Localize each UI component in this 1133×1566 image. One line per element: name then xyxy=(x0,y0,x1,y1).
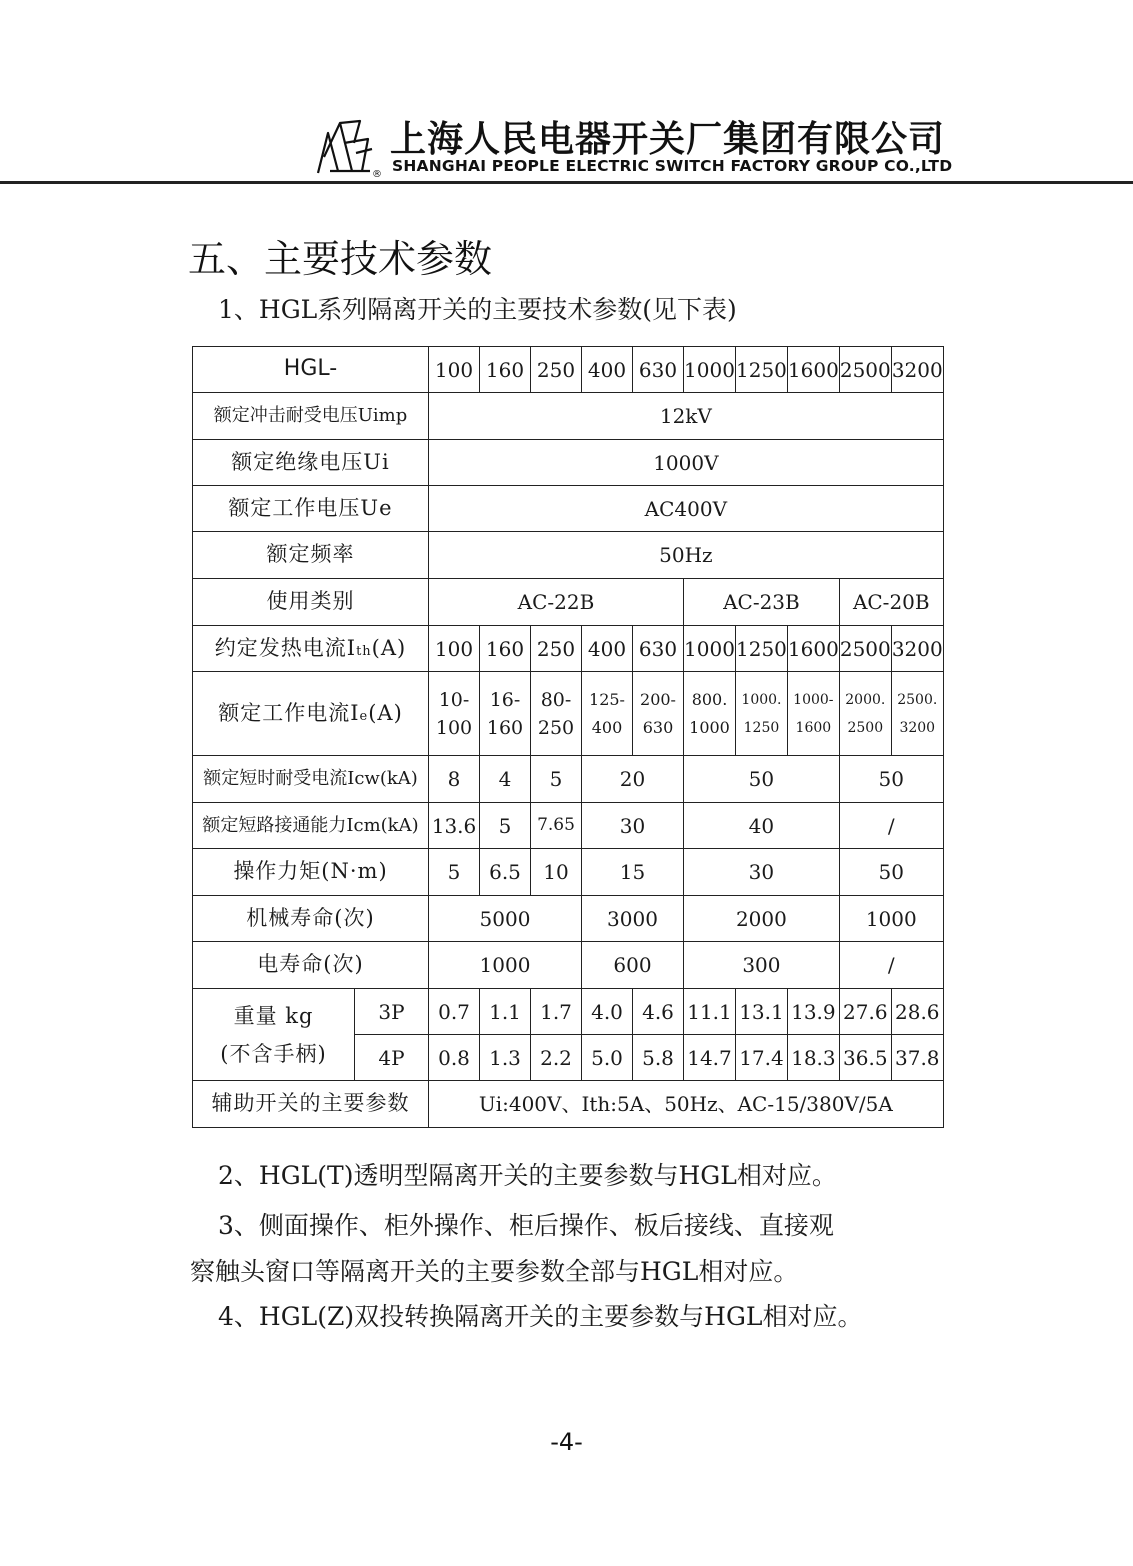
row-making-capacity xyxy=(193,803,944,849)
value-cell: 30 xyxy=(582,803,684,849)
range-bottom: 250 xyxy=(537,716,575,739)
pole-label: 3P xyxy=(355,989,429,1035)
value-cell: 1.1 xyxy=(480,989,531,1035)
row-label xyxy=(193,989,355,1081)
value-cell: 400 xyxy=(582,626,633,672)
range-top: 125- xyxy=(589,689,625,709)
label-main: 额定工作电流I xyxy=(218,700,360,725)
model-cell: 400 xyxy=(582,347,633,393)
label-unit: (A) xyxy=(368,700,403,725)
page-number: -4- xyxy=(550,1428,583,1456)
value-cell: 1600 xyxy=(787,626,839,672)
value-cell: / xyxy=(839,942,943,989)
range-bottom: 1000 xyxy=(689,717,730,737)
range-top: 2500. xyxy=(897,691,938,708)
page-header xyxy=(310,105,1000,180)
value-cell: 50 xyxy=(839,849,943,896)
row-auxiliary xyxy=(193,1081,944,1128)
section-title: 五、主要技术参数 xyxy=(188,237,493,281)
value-cell: 50 xyxy=(839,756,943,803)
value-cell: 50Hz xyxy=(429,532,944,579)
value-cell: 27.6 xyxy=(839,989,891,1035)
value-cell: 5.8 xyxy=(633,1035,684,1081)
range-top: 200- xyxy=(640,689,676,709)
value-cell: 3000 xyxy=(582,896,684,942)
value-cell xyxy=(839,672,891,756)
company-name-cn: 上海人民电器开关厂集团有限公司 xyxy=(390,119,946,160)
row-torque xyxy=(193,849,944,896)
value-cell: / xyxy=(839,803,943,849)
model-cell: 630 xyxy=(633,347,684,393)
model-cell: 250 xyxy=(531,347,582,393)
value-cell: 5000 xyxy=(429,896,582,942)
value-cell: 250 xyxy=(531,626,582,672)
value-cell: 10 xyxy=(531,849,582,896)
row-label: 额定工作电压Ue xyxy=(193,486,429,532)
range-bottom: 2500 xyxy=(847,719,884,736)
value-cell: 20 xyxy=(582,756,684,803)
value-cell: 13.6 xyxy=(429,803,480,849)
value-cell: 2500 xyxy=(839,626,891,672)
range-bottom: 1250 xyxy=(743,719,780,736)
value-cell: 0.7 xyxy=(429,989,480,1035)
row-working-current xyxy=(193,672,944,756)
value-cell: 15 xyxy=(582,849,684,896)
value-cell: 5 xyxy=(480,803,531,849)
row-label: 额定频率 xyxy=(193,532,429,579)
row-rated-insulation xyxy=(193,440,944,486)
intro-paragraph: 1、HGL系列隔离开关的主要技术参数(见下表) xyxy=(218,295,737,324)
spec-table xyxy=(192,346,944,1128)
range-bottom: 630 xyxy=(642,717,674,737)
value-cell: 2.2 xyxy=(531,1035,582,1081)
note-4: 4、HGL(Z)双投转换隔离开关的主要参数与HGL相对应。 xyxy=(218,1302,863,1331)
value-cell: 8 xyxy=(429,756,480,803)
row-rated-frequency xyxy=(193,532,944,579)
value-cell xyxy=(480,672,531,756)
value-cell: 5 xyxy=(531,756,582,803)
value-cell: 3200 xyxy=(891,626,943,672)
value-cell: 1000 xyxy=(684,626,736,672)
value-cell: 17.4 xyxy=(736,1035,788,1081)
row-label: 机械寿命(次) xyxy=(193,896,429,942)
row-label xyxy=(193,672,429,756)
value-cell: 300 xyxy=(684,942,840,989)
value-cell xyxy=(531,672,582,756)
label-main: 约定发热电流I xyxy=(214,635,357,660)
model-cell: 1250 xyxy=(736,347,788,393)
range-bottom: 100 xyxy=(435,716,473,739)
label-unit: (A) xyxy=(371,635,407,660)
range-top: 16- xyxy=(489,688,521,711)
value-cell: 600 xyxy=(582,942,684,989)
value-cell: 11.1 xyxy=(684,989,736,1035)
model-cell: 1600 xyxy=(787,347,839,393)
value-cell: 5.0 xyxy=(582,1035,633,1081)
value-cell: 12kV xyxy=(429,393,944,440)
value-cell: 100 xyxy=(429,626,480,672)
value-cell: 5 xyxy=(429,849,480,896)
model-cell: 100 xyxy=(429,347,480,393)
value-cell: 40 xyxy=(684,803,840,849)
range-top: 1000- xyxy=(793,691,834,708)
value-cell xyxy=(633,672,684,756)
pole-label: 4P xyxy=(355,1035,429,1081)
value-cell: 4.0 xyxy=(582,989,633,1035)
range-top: 1000. xyxy=(741,691,782,708)
note-3-line2: 察触头窗口等隔离开关的主要参数全部与HGL相对应。 xyxy=(190,1257,799,1286)
row-label: 额定短时耐受电流Icw(kA) xyxy=(193,756,429,803)
range-bottom: 3200 xyxy=(899,719,936,736)
value-cell: 630 xyxy=(633,626,684,672)
range-top: 10- xyxy=(438,688,470,711)
note-2: 2、HGL(T)透明型隔离开关的主要参数与HGL相对应。 xyxy=(218,1161,837,1190)
range-top: 80- xyxy=(540,688,572,711)
row-category xyxy=(193,579,944,626)
row-label: 操作力矩(N·m) xyxy=(193,849,429,896)
company-logo-icon xyxy=(310,113,388,179)
model-cell: 3200 xyxy=(891,347,943,393)
value-cell: 0.8 xyxy=(429,1035,480,1081)
label-subscript: th xyxy=(356,643,372,659)
label-subscript: e xyxy=(359,708,369,724)
value-cell: 2000 xyxy=(684,896,840,942)
value-cell: AC400V xyxy=(429,486,944,532)
value-cell: 1000 xyxy=(839,896,943,942)
value-cell: 160 xyxy=(480,626,531,672)
row-short-time-current xyxy=(193,756,944,803)
row-thermal-current xyxy=(193,626,944,672)
company-name-en: SHANGHAI PEOPLE ELECTRIC SWITCH FACTORY GROUP CO.,LTD xyxy=(392,157,953,175)
row-label xyxy=(193,626,429,672)
value-cell: 30 xyxy=(684,849,840,896)
value-cell xyxy=(891,672,943,756)
value-cell: AC-23B xyxy=(684,579,840,626)
value-cell: AC-22B xyxy=(429,579,684,626)
value-cell: 28.6 xyxy=(891,989,943,1035)
value-cell: 1.3 xyxy=(480,1035,531,1081)
model-cell: 2500 xyxy=(839,347,891,393)
value-cell: 4 xyxy=(480,756,531,803)
value-cell: 1000 xyxy=(429,942,582,989)
range-bottom: 160 xyxy=(486,716,524,739)
range-top: 2000. xyxy=(845,691,886,708)
value-cell: AC-20B xyxy=(839,579,943,626)
value-cell xyxy=(429,672,480,756)
row-model xyxy=(193,347,944,393)
value-cell xyxy=(736,672,788,756)
header-divider xyxy=(0,181,1133,184)
value-cell: 1000V xyxy=(429,440,944,486)
row-label: 额定短路接通能力Icm(kA) xyxy=(193,803,429,849)
value-cell: 6.5 xyxy=(480,849,531,896)
value-cell: Ui:400V、Ith:5A、50Hz、AC-15/380V/5A xyxy=(429,1081,944,1128)
range-bottom: 1600 xyxy=(795,719,832,736)
value-cell: 13.1 xyxy=(736,989,788,1035)
weight-label-line2: (不含手柄) xyxy=(220,1041,327,1066)
range-bottom: 400 xyxy=(591,717,623,737)
value-cell: 1.7 xyxy=(531,989,582,1035)
value-cell: 37.8 xyxy=(891,1035,943,1081)
value-cell: 14.7 xyxy=(684,1035,736,1081)
range-top: 800. xyxy=(691,689,728,709)
value-cell: 4.6 xyxy=(633,989,684,1035)
row-label: 电寿命(次) xyxy=(193,942,429,989)
row-mechanical-life xyxy=(193,896,944,942)
weight-label-line1: 重量 kg xyxy=(233,1003,314,1028)
model-cell: 1000 xyxy=(684,347,736,393)
row-electrical-life xyxy=(193,942,944,989)
value-cell: 18.3 xyxy=(787,1035,839,1081)
value-cell xyxy=(582,672,633,756)
value-cell xyxy=(684,672,736,756)
value-cell: 13.9 xyxy=(787,989,839,1035)
value-cell: 7.65 xyxy=(531,803,582,849)
row-label: 使用类别 xyxy=(193,579,429,626)
model-label: HGL- xyxy=(193,347,429,393)
value-cell: 50 xyxy=(684,756,840,803)
note-3-line1: 3、侧面操作、柜外操作、柜后操作、板后接线、直接观 xyxy=(218,1211,834,1240)
value-cell: 36.5 xyxy=(839,1035,891,1081)
value-cell: 1250 xyxy=(736,626,788,672)
model-cell: 160 xyxy=(480,347,531,393)
row-label: 额定冲击耐受电压Uimp xyxy=(193,393,429,440)
row-rated-impulse xyxy=(193,393,944,440)
row-label: 辅助开关的主要参数 xyxy=(193,1081,429,1128)
registered-mark: ® xyxy=(372,169,382,179)
row-weight-3p xyxy=(193,989,944,1035)
row-rated-working-voltage xyxy=(193,486,944,532)
row-label: 额定绝缘电压Ui xyxy=(193,440,429,486)
value-cell xyxy=(787,672,839,756)
